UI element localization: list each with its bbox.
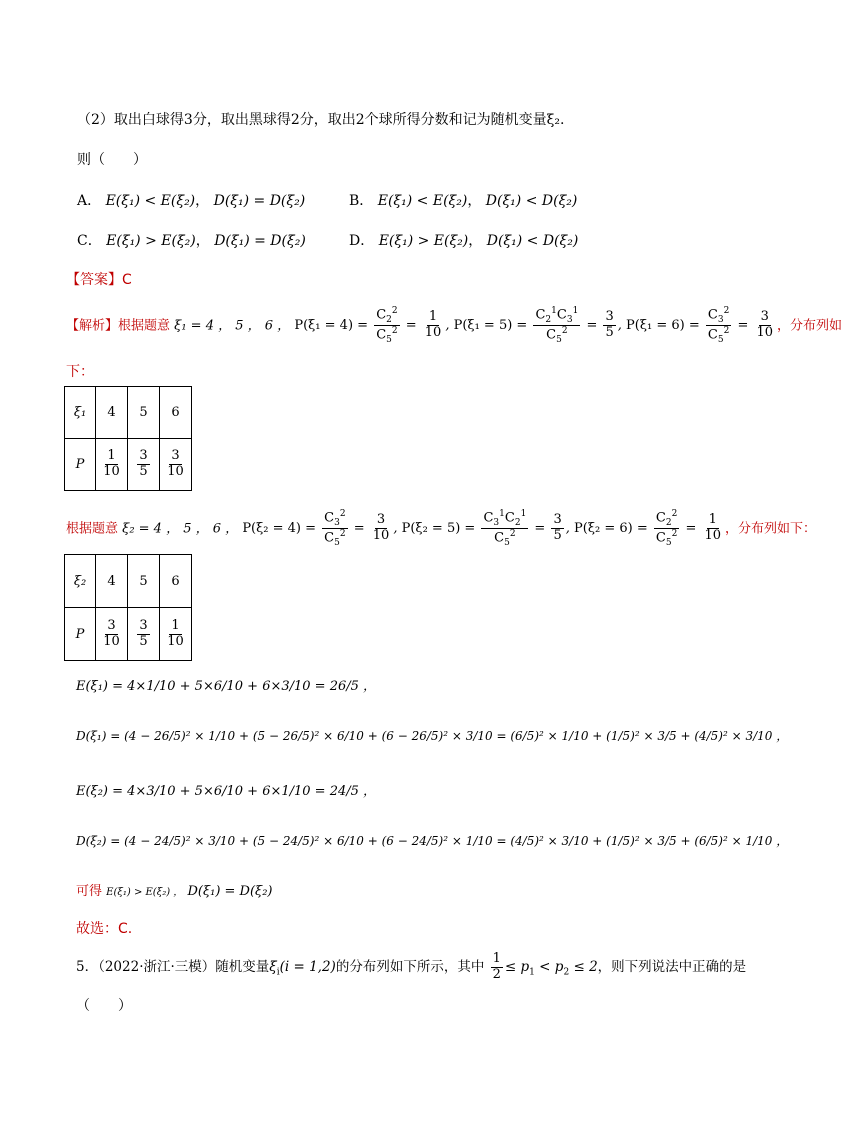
analysis-prefix: 根据题意 xyxy=(118,318,171,334)
table-row-label: ξ₁ xyxy=(65,387,96,439)
option-left: E(ξ₁) > E(ξ₂) xyxy=(378,233,469,249)
next-question-mid: 的分布列如下所示，其中 xyxy=(335,958,485,975)
option-c: C． E(ξ₁) > E(ξ₂)， D(ξ₁) = D(ξ₂) xyxy=(77,233,306,249)
prob2-eq5: P(ξ₂ = 5) = $\frac{C_3^1C_2^1}{C_5^2}$ = $\frac{3}{5}$ , xyxy=(401,509,570,549)
option-d: D． E(ξ₁) > E(ξ₂)， D(ξ₁) < D(ξ₂) xyxy=(349,233,579,249)
table-cell-value: 5 xyxy=(128,555,160,608)
analysis-tag: 【解析】 xyxy=(66,318,119,334)
table-cell-prob: $\frac{1}{10}$ xyxy=(160,608,192,661)
table-row-label: ξ₂ xyxy=(65,555,96,608)
option-label: B． xyxy=(349,193,374,209)
formula-d1: D(ξ₁) = (4 − 26/5)² × 1/10 + (5 − 26/5)² × 6/10 + (6 − 26/5)² × 3/10 = (6/5)² × 1/10 + (1/5)² × 3/5 + (4/5)² × 3/10 ， xyxy=(76,729,789,743)
table-cell-value: 6 xyxy=(160,387,192,439)
answer-line xyxy=(66,269,132,289)
formula-e1: E(ξ₁) = 4×1/10 + 5×6/10 + 6×3/10 = 26/5 ， xyxy=(76,679,377,694)
conclusion-prefix: 可得 xyxy=(76,884,103,899)
table-cell-value: 4 xyxy=(96,387,128,439)
option-left: E(ξ₁) < E(ξ₂) xyxy=(105,193,196,209)
option-a: A． E(ξ₁) < E(ξ₂)， D(ξ₁) = D(ξ₂) xyxy=(77,193,306,209)
table-cell-prob: $\frac{3}{10}$ xyxy=(160,439,192,491)
option-label: D． xyxy=(349,233,375,249)
formula-d2: D(ξ₂) = (4 − 24/5)² × 3/10 + (5 − 24/5)² × 6/10 + (6 − 24/5)² × 1/10 = (4/5)² × 3/10 + (1/5)² × 3/5 + (6/5)² × 1/10 ， xyxy=(76,834,789,848)
prob1-eq5: P(ξ₁ = 5) = $\frac{C_2^1C_3^1}{C_5^2}$ = $\frac{3}{5}$ , xyxy=(453,306,622,346)
option-label: C． xyxy=(77,233,102,249)
xi2-values: ξ₂ = 4 ， 5 ， 6 ， xyxy=(122,521,239,537)
conclusion-relation-2: D(ξ₁) = D(ξ₂) xyxy=(187,884,273,899)
table-cell-prob: $\frac{3}{10}$ xyxy=(96,608,128,661)
conclusion-line xyxy=(76,880,273,899)
table-prob-label: P xyxy=(65,439,96,491)
table-prob-label: P xyxy=(65,608,96,661)
analysis-cont: 下： xyxy=(66,364,94,380)
option-b: B． E(ξ₁) < E(ξ₂)， D(ξ₁) < D(ξ₂) xyxy=(349,193,578,209)
next-question-blank: （ ） xyxy=(76,998,132,1014)
conclusion-relation: E(ξ₁) > E(ξ₂) ， xyxy=(106,887,184,898)
answer-tag: 【答案】 xyxy=(66,272,122,288)
option-right: D(ξ₁) = D(ξ₂) xyxy=(214,233,306,249)
table-cell-prob: $\frac{1}{10}$ xyxy=(96,439,128,491)
prob2-eq6: P(ξ₂ = 6) = $\frac{C_2^2}{C_5^2}$ = $\frac{1}{10}$ xyxy=(574,509,722,549)
analysis-line1 xyxy=(66,306,842,346)
analysis-prefix-2: 根据题意 xyxy=(66,521,119,537)
table-cell-value: 5 xyxy=(128,387,160,439)
option-left: E(ξ₁) < E(ξ₂) xyxy=(377,193,468,209)
option-label: A． xyxy=(77,193,102,209)
xi1-values: ξ₁ = 4 ， 5 ， 6 ， xyxy=(174,318,291,334)
formula-e2: E(ξ₂) = 4×3/10 + 5×6/10 + 6×1/10 = 24/5 ， xyxy=(76,784,377,799)
prob1-eq6: P(ξ₁ = 6) = $\frac{C_3^2}{C_5^2}$ = $\frac{3}{10}$ xyxy=(626,306,774,346)
table-cell-prob: $\frac{3}{5}$ xyxy=(128,608,160,661)
option-right: D(ξ₁) < D(ξ₂) xyxy=(486,233,579,249)
table-cell-value: 4 xyxy=(96,555,128,608)
next-question: 5．（2022·浙江·三模）随机变量$\xi_i(i = 1,2)$的分布列如下所示，其中 $\frac{1}{2}$ ≤ $p_1 < p_2 \le 2$，则下列说法中正确的是 xyxy=(76,951,747,982)
distribution-table-1 xyxy=(64,386,192,491)
conclusion-choose: 故选：C. xyxy=(76,921,133,937)
analysis-suffix-2: ，分布列如下： xyxy=(725,521,817,537)
analysis-line2 xyxy=(66,509,816,549)
next-question-number: 5．（2022·浙江·三模）随机变量 xyxy=(76,958,270,975)
prob1-eq4: P(ξ₁ = 4) = $\frac{C_2^2}{C_5^2}$ = $\frac{1}{10}$ , xyxy=(294,306,450,346)
option-right: D(ξ₁) < D(ξ₂) xyxy=(485,193,578,209)
answer-value: C xyxy=(122,272,132,288)
distribution-table-2 xyxy=(64,554,192,661)
next-question-tail: ，则下列说法中正确的是 xyxy=(597,958,747,975)
question-then: 则（ ） xyxy=(77,152,147,168)
analysis-suffix: ，分布列如 xyxy=(777,318,842,334)
table-cell-prob: $\frac{3}{5}$ xyxy=(128,439,160,491)
question-part2: （2）取出白球得3分，取出黑球得2分，取出2个球所得分数和记为随机变量ξ₂. xyxy=(77,112,565,128)
option-left: E(ξ₁) > E(ξ₂) xyxy=(106,233,196,249)
option-right: D(ξ₁) = D(ξ₂) xyxy=(213,193,306,209)
prob2-eq4: P(ξ₂ = 4) = $\frac{C_3^2}{C_5^2}$ = $\frac{3}{10}$ , xyxy=(242,509,398,549)
table-cell-value: 6 xyxy=(160,555,192,608)
